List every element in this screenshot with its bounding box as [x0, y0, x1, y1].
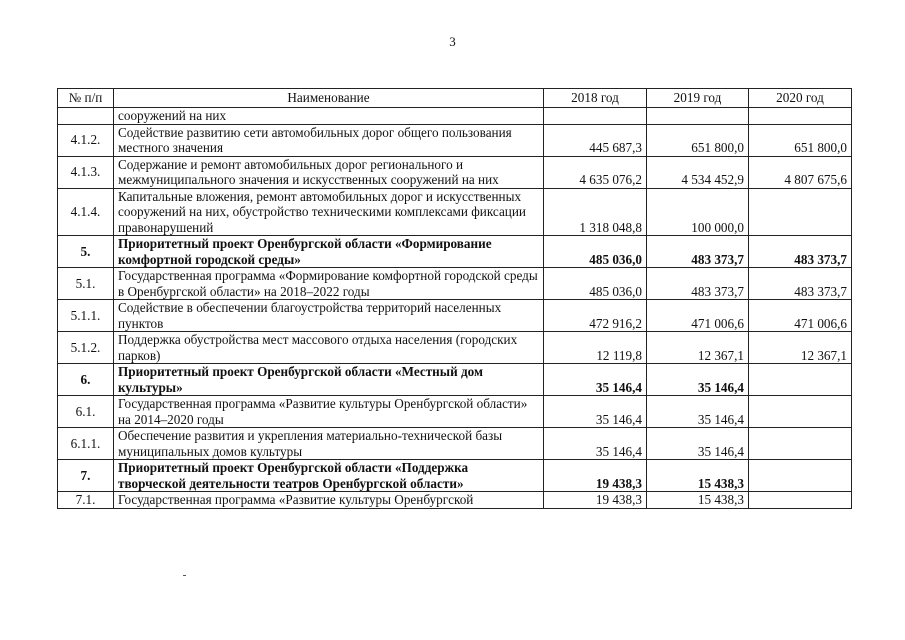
table-row [58, 124, 852, 156]
table-row [58, 108, 852, 125]
column-header-number: № п/п [58, 89, 114, 108]
row-number-cell: 4.1.2. [58, 124, 114, 156]
row-value-2019-cell: 15 438,3 [647, 460, 749, 492]
row-value-2019-cell: 35 146,4 [647, 428, 749, 460]
table-body [58, 108, 852, 509]
row-number-cell: 6. [58, 364, 114, 396]
row-value-2019-cell: 483 373,7 [647, 236, 749, 268]
row-value-2018-cell: 1 318 048,8 [544, 188, 647, 236]
row-value-2019-cell: 15 438,3 [647, 492, 749, 509]
row-name-cell: Приоритетный проект Оренбургской области «Поддержка творческой деятельности театров Оренбургской области» [114, 460, 544, 492]
row-value-2019-cell: 35 146,4 [647, 396, 749, 428]
row-name-cell: Поддержка обустройства мест массового отдыха населения (городских парков) [114, 332, 544, 364]
table-row [58, 156, 852, 188]
table-row [58, 364, 852, 396]
table-row [58, 268, 852, 300]
table-row [58, 236, 852, 268]
row-name-cell: Содействие развитию сети автомобильных дорог общего пользования местного значения [114, 124, 544, 156]
row-value-2020-cell [749, 460, 852, 492]
row-value-2020-cell: 12 367,1 [749, 332, 852, 364]
row-number-cell: 6.1. [58, 396, 114, 428]
row-name-cell: Приоритетный проект Оренбургской области «Местный дом культуры» [114, 364, 544, 396]
row-number-cell: 5.1.2. [58, 332, 114, 364]
budget-table [57, 88, 852, 509]
row-name-cell: Приоритетный проект Оренбургской области «Формирование комфортной городской среды» [114, 236, 544, 268]
row-value-2018-cell: 472 916,2 [544, 300, 647, 332]
row-value-2020-cell [749, 108, 852, 125]
row-value-2019-cell: 483 373,7 [647, 268, 749, 300]
row-name-cell: Содействие в обеспечении благоустройства территорий населенных пунктов [114, 300, 544, 332]
row-value-2019-cell: 651 800,0 [647, 124, 749, 156]
row-value-2019-cell: 100 000,0 [647, 188, 749, 236]
row-value-2018-cell: 19 438,3 [544, 460, 647, 492]
row-number-cell: 5.1.1. [58, 300, 114, 332]
row-value-2018-cell: 35 146,4 [544, 396, 647, 428]
row-number-cell: 7.1. [58, 492, 114, 509]
table-row [58, 188, 852, 236]
table-row [58, 396, 852, 428]
row-value-2019-cell: 35 146,4 [647, 364, 749, 396]
row-value-2020-cell: 471 006,6 [749, 300, 852, 332]
row-value-2018-cell: 19 438,3 [544, 492, 647, 509]
row-value-2018-cell: 4 635 076,2 [544, 156, 647, 188]
table-row [58, 332, 852, 364]
row-name-cell: Содержание и ремонт автомобильных дорог регионального и межмуниципального значения и искусственных сооружений на них [114, 156, 544, 188]
row-value-2020-cell: 651 800,0 [749, 124, 852, 156]
table-header [58, 89, 852, 108]
row-value-2020-cell: 4 807 675,6 [749, 156, 852, 188]
row-number-cell: 4.1.4. [58, 188, 114, 236]
column-header-2018: 2018 год [544, 89, 647, 108]
table-row [58, 300, 852, 332]
row-value-2020-cell [749, 492, 852, 509]
row-name-cell: Капитальные вложения, ремонт автомобильных дорог и искусственных сооружений на них, обустройство техническими комплексами фиксации правонарушений [114, 188, 544, 236]
table-row [58, 428, 852, 460]
row-value-2019-cell [647, 108, 749, 125]
row-value-2018-cell: 35 146,4 [544, 428, 647, 460]
table-row [58, 460, 852, 492]
table-row [58, 492, 852, 509]
row-value-2018-cell [544, 108, 647, 125]
row-number-cell: 7. [58, 460, 114, 492]
row-value-2018-cell: 485 036,0 [544, 268, 647, 300]
row-value-2019-cell: 12 367,1 [647, 332, 749, 364]
row-value-2019-cell: 4 534 452,9 [647, 156, 749, 188]
row-number-cell: 6.1.1. [58, 428, 114, 460]
row-value-2020-cell: 483 373,7 [749, 236, 852, 268]
row-value-2020-cell: 483 373,7 [749, 268, 852, 300]
page-number: 3 [449, 34, 456, 49]
row-value-2018-cell: 35 146,4 [544, 364, 647, 396]
row-name-cell: Государственная программа «Развитие культуры Оренбургской области» на 2014–2020 годы [114, 396, 544, 428]
row-value-2020-cell [749, 188, 852, 236]
row-value-2018-cell: 12 119,8 [544, 332, 647, 364]
row-number-cell: 5. [58, 236, 114, 268]
row-value-2018-cell: 445 687,3 [544, 124, 647, 156]
row-number-cell: 5.1. [58, 268, 114, 300]
row-number-cell: 4.1.3. [58, 156, 114, 188]
row-name-cell: Государственная программа «Формирование комфортной городской среды в Оренбургской области» на 2018–2022 годы [114, 268, 544, 300]
row-value-2020-cell [749, 364, 852, 396]
row-value-2019-cell: 471 006,6 [647, 300, 749, 332]
row-value-2020-cell [749, 428, 852, 460]
column-header-name: Наименование [114, 89, 544, 108]
row-name-cell: Государственная программа «Развитие культуры Оренбургской [114, 492, 544, 509]
row-name-cell: сооружений на них [114, 108, 544, 125]
column-header-2019: 2019 год [647, 89, 749, 108]
scan-mark [183, 575, 186, 576]
row-number-cell [58, 108, 114, 125]
row-value-2020-cell [749, 396, 852, 428]
row-value-2018-cell: 485 036,0 [544, 236, 647, 268]
column-header-2020: 2020 год [749, 89, 852, 108]
row-name-cell: Обеспечение развития и укрепления материально-технической базы муниципальных домов культуры [114, 428, 544, 460]
